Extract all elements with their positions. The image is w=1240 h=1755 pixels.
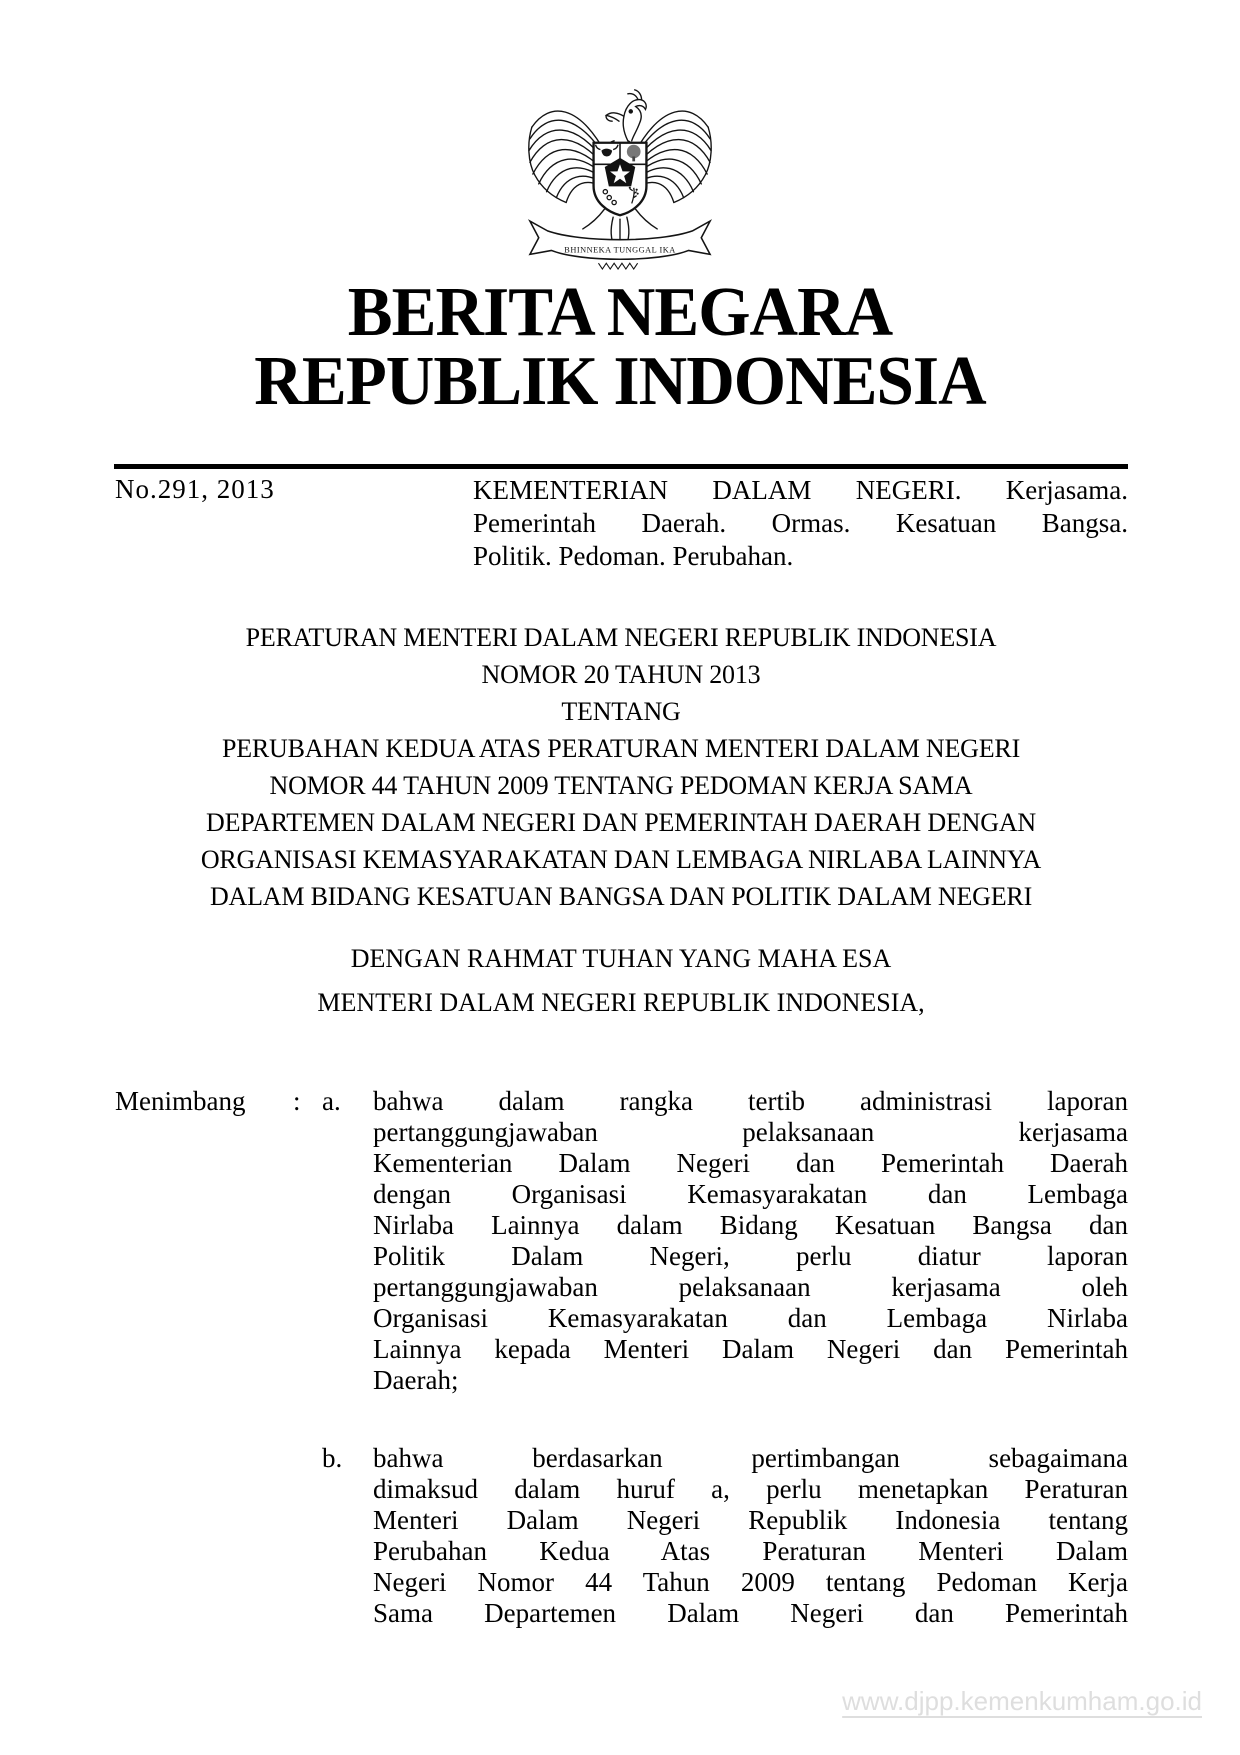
regulation-title-line: ORGANISASI KEMASYARAKATAN DAN LEMBAGA NIRLABA LAINNYA (200, 845, 1042, 874)
garuda-pancasila-emblem (522, 84, 718, 277)
considering-colon-spacer (293, 1443, 322, 1629)
body-line: bahwa berdasarkan pertimbangan sebagaimana (373, 1443, 1128, 1473)
regulation-title-line: DALAM BIDANG KESATUAN BANGSA DAN POLITIK DALAM NEGERI (209, 882, 1033, 911)
emblem-motto: BHINNEKA TUNGGAL IKA (564, 245, 676, 255)
considering-label: Menimbang (115, 1086, 246, 1116)
item-text (373, 1086, 1128, 1396)
body-line: Nirlaba Lainnya dalam Bidang Kesatuan Bangsa dan (373, 1210, 1128, 1240)
preamble-authority: MENTERI DALAM NEGERI REPUBLIK INDONESIA, (317, 988, 925, 1017)
considering-item-b (115, 1443, 1128, 1629)
body-line: Politik Dalam Negeri, perlu diatur laporan (373, 1241, 1128, 1271)
item-text (373, 1443, 1128, 1629)
gazette-subject-line: Pemerintah Daerah. Ormas. Kesatuan Bangsa. (473, 508, 1128, 538)
masthead-title-line2: REPUBLIK INDONESIA (254, 343, 986, 420)
watermark-url: www.djpp.kemenkumham.go.id (842, 1686, 1202, 1716)
regulation-title-line: NOMOR 20 TAHUN 2013 (481, 660, 761, 689)
body-line: Organisasi Kemasyarakatan dan Lembaga Nirlaba (373, 1303, 1128, 1333)
regulation-title-line: TENTANG (561, 697, 681, 726)
considering-label-spacer (115, 1443, 293, 1629)
body-line: pertanggungjawaban pelaksanaan kerjasama (373, 1117, 1128, 1147)
item-letter: b. (322, 1443, 343, 1473)
regulation-title-line: DEPARTEMEN DALAM NEGERI DAN PEMERINTAH DAERAH DENGAN (206, 808, 1036, 837)
masthead-title-line1: BERITA NEGARA (347, 274, 893, 351)
item-letter: a. (322, 1086, 341, 1116)
body-line: pertanggungjawaban pelaksanaan kerjasama oleh (373, 1272, 1128, 1302)
masthead (0, 274, 1240, 420)
gazette-number: No.291, 2013 (115, 474, 275, 504)
regulation-title-line: NOMOR 44 TAHUN 2009 TENTANG PEDOMAN KERJA SAMA (269, 771, 973, 800)
considering-colon: : (293, 1086, 301, 1116)
gazette-subject-line: KEMENTERIAN DALAM NEGERI. Kerjasama. (473, 475, 1128, 505)
body-line: Kementerian Dalam Negeri dan Pemerintah Daerah (373, 1148, 1128, 1178)
body-line: Negeri Nomor 44 Tahun 2009 tentang Pedoman Kerja (373, 1567, 1128, 1597)
body-line: Menteri Dalam Negeri Republik Indonesia tentang (373, 1505, 1128, 1535)
body-line: Sama Departemen Dalam Negeri dan Pemerintah (373, 1598, 1128, 1628)
regulation-title (114, 619, 1128, 915)
body-line: Lainnya kepada Menteri Dalam Negeri dan Pemerintah (373, 1334, 1128, 1364)
regulation-title-line: PERUBAHAN KEDUA ATAS PERATURAN MENTERI DALAM NEGERI (221, 734, 1021, 763)
garuda-icon (522, 84, 718, 272)
body-line: Daerah; (373, 1365, 459, 1395)
preamble-invocation: DENGAN RAHMAT TUHAN YANG MAHA ESA (350, 944, 892, 973)
body-line: Perubahan Kedua Atas Peraturan Menteri Dalam (373, 1536, 1128, 1566)
body-line: bahwa dalam rangka tertib administrasi laporan (373, 1086, 1128, 1116)
considering-item-a (115, 1086, 1128, 1396)
body-line: dimaksud dalam huruf a, perlu menetapkan Peraturan (373, 1474, 1128, 1504)
regulation-title-line: PERATURAN MENTERI DALAM NEGERI REPUBLIK INDONESIA (245, 623, 997, 652)
gazette-subject-line: Politik. Pedoman. Perubahan. (473, 541, 794, 571)
masthead-divider-rule (114, 464, 1128, 469)
body-line: dengan Organisasi Kemasyarakatan dan Lembaga (373, 1179, 1128, 1209)
gazette-subject (473, 474, 1128, 573)
